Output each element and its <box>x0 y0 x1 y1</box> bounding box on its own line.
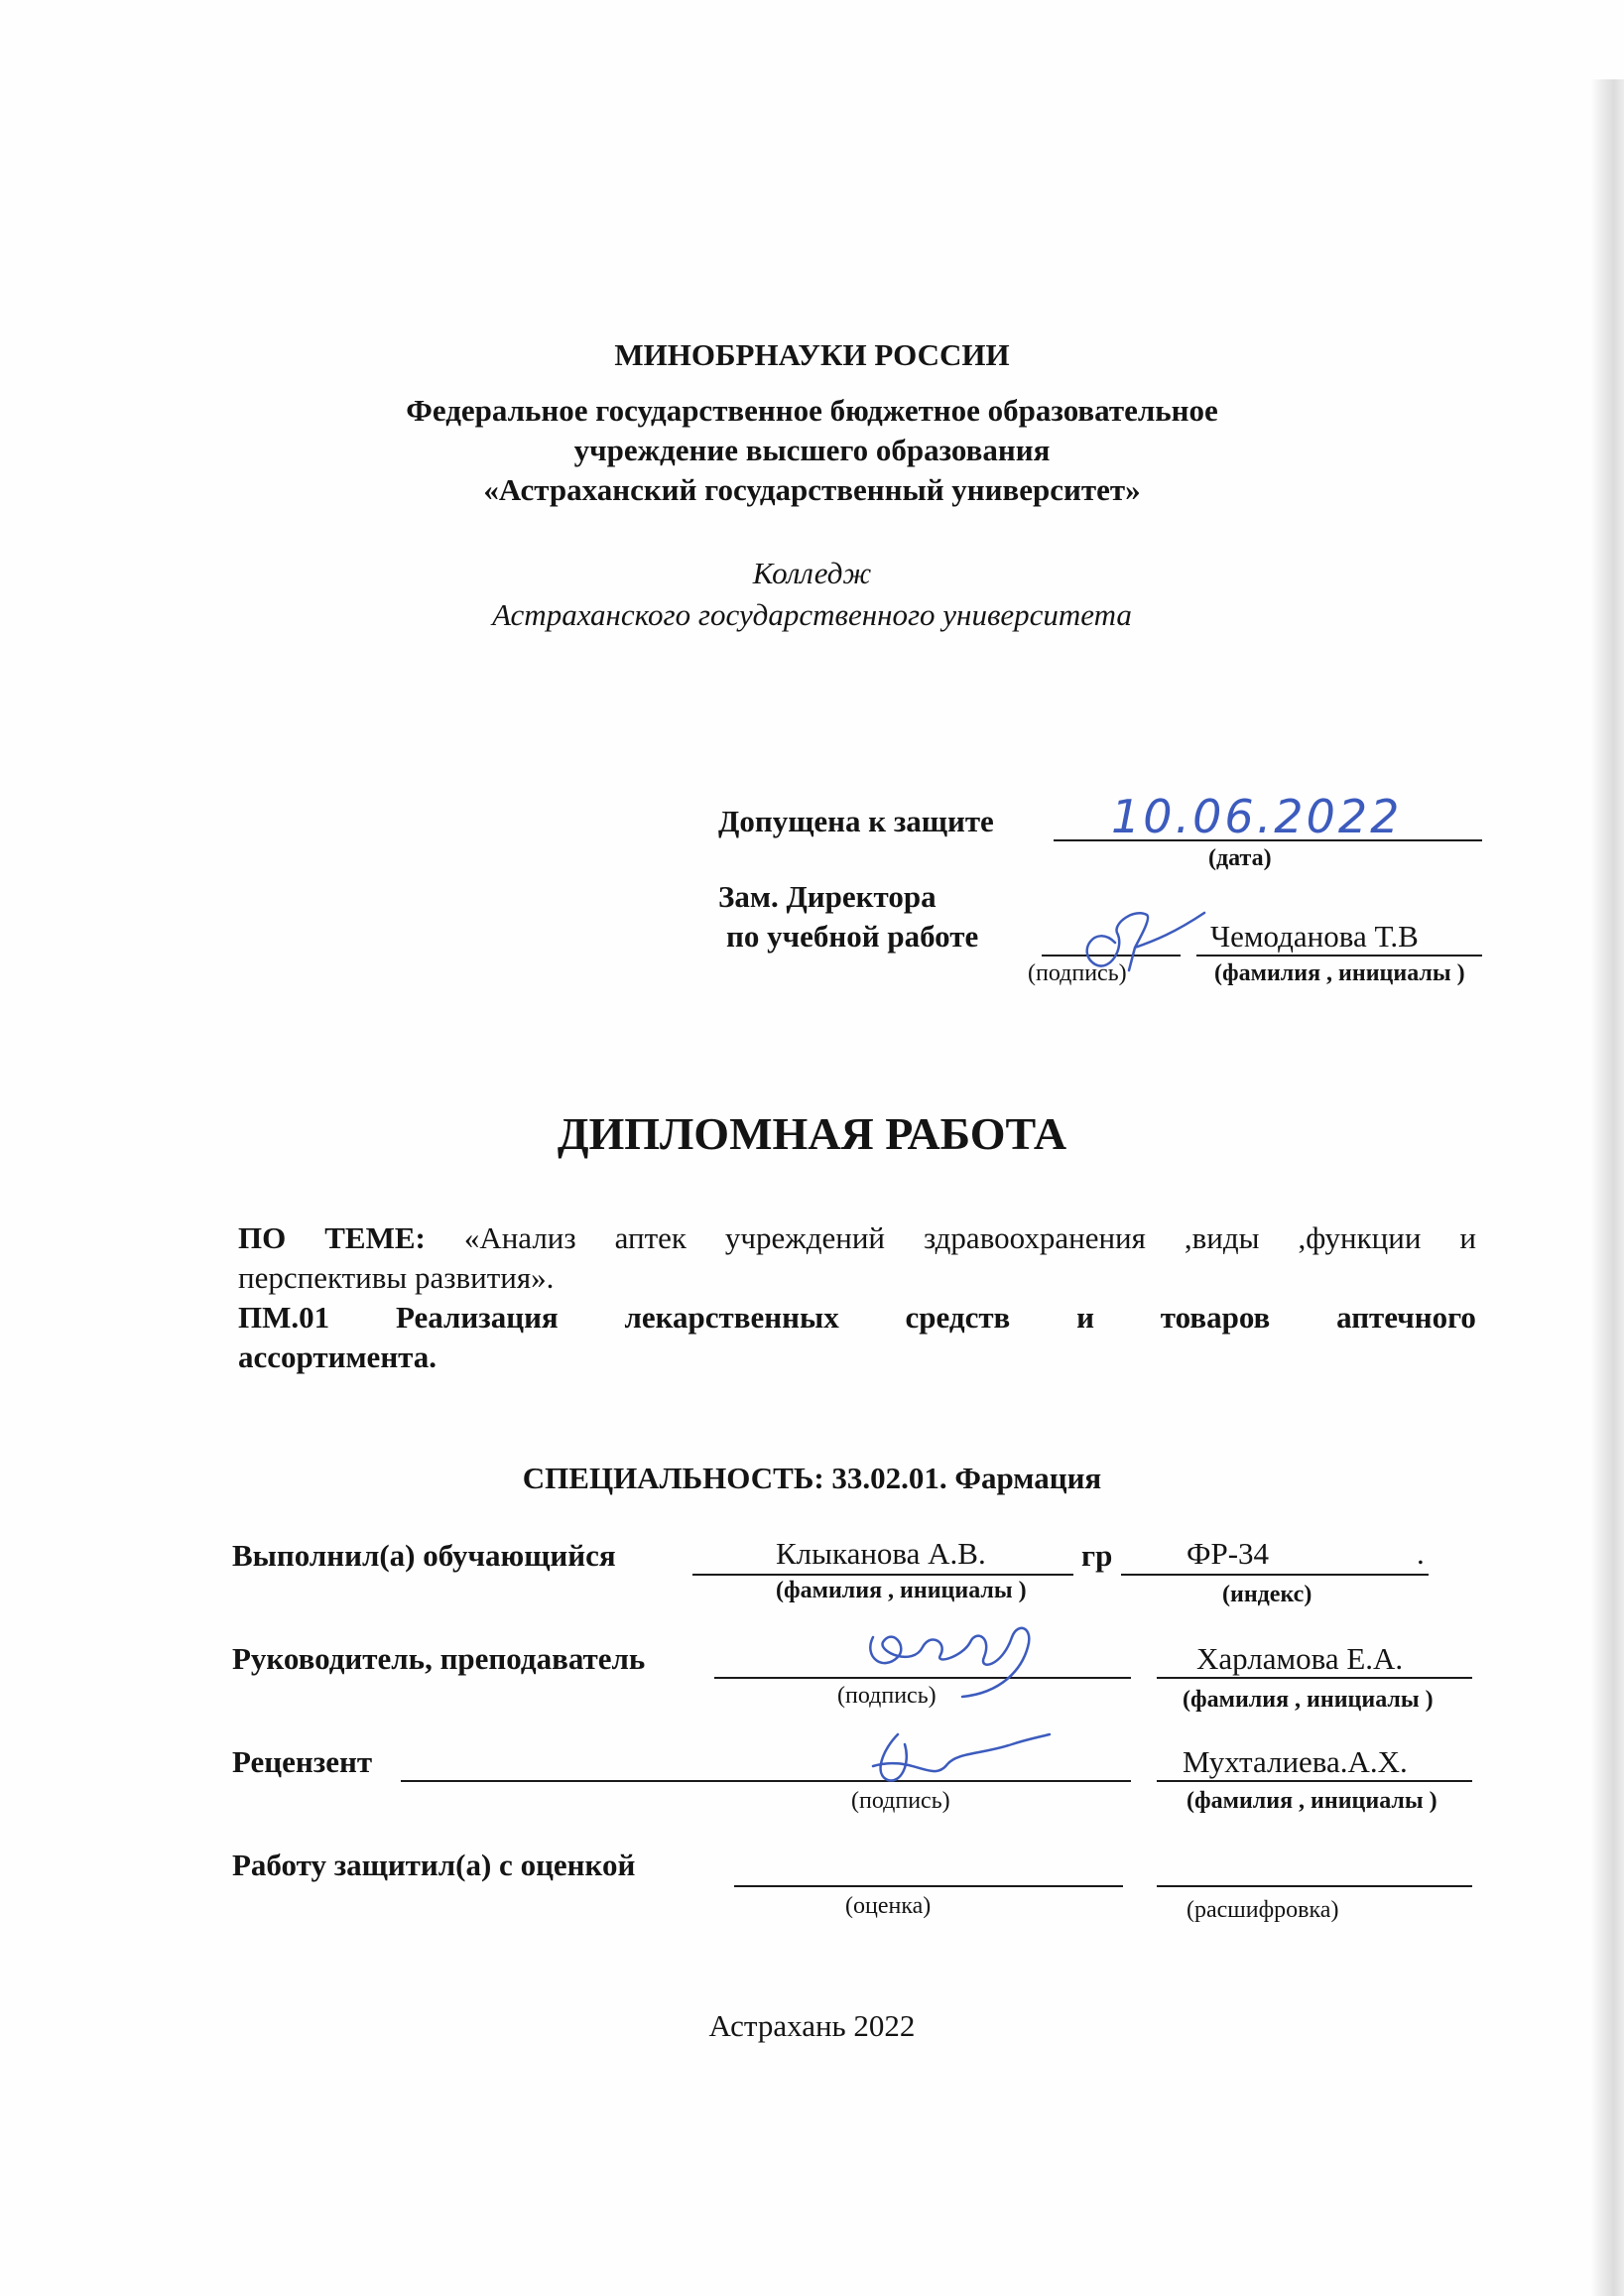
module-word: аптечного <box>1336 1300 1476 1335</box>
reviewer-signature-caption: (подпись) <box>851 1788 950 1814</box>
reviewer-name-caption: (фамилия , инициалы ) <box>1187 1788 1437 1814</box>
deputy-name-caption: (фамилия , инициалы ) <box>1214 960 1465 986</box>
module-word: Реализация <box>395 1300 559 1335</box>
topic-label: ПО ТЕМЕ: <box>238 1220 426 1255</box>
student-name: Клыканова А.В. <box>776 1536 986 1571</box>
specialty: СПЕЦИАЛЬНОСТЬ: 33.02.01. Фармация <box>522 1461 1102 1495</box>
module-code: ПМ.01 <box>238 1300 330 1335</box>
reviewer-label: Рецензент <box>232 1744 373 1779</box>
defense-label: Работу защитил(а) с оценкой <box>232 1848 636 1882</box>
supervisor-label: Руководитель, преподаватель <box>232 1641 646 1676</box>
topic-line-1 <box>238 1220 1476 1256</box>
college-line-1: Колледж <box>752 556 872 590</box>
admitted-label: Допущена к защите <box>718 804 994 838</box>
student-name-line <box>692 1574 1073 1576</box>
module-word: и <box>1076 1300 1094 1335</box>
deputy-title-line-2: по учебной работе <box>726 919 979 954</box>
group-caption: (индекс) <box>1222 1582 1312 1607</box>
group-label: гр <box>1081 1538 1113 1573</box>
decode-caption: (расшифровка) <box>1187 1897 1339 1923</box>
decode-line <box>1157 1885 1472 1887</box>
deputy-name-line <box>1196 955 1482 957</box>
date-caption: (дата) <box>1208 845 1272 871</box>
reviewer-name-line <box>1157 1780 1472 1782</box>
college-line-2: Астраханского государственного университета <box>492 597 1132 632</box>
group-trailing-dot: . <box>1417 1536 1425 1571</box>
student-label: Выполнил(а) обучающийся <box>232 1538 616 1573</box>
ministry-name: МИНОБРНАУКИ РОССИИ <box>614 337 1010 372</box>
student-name-caption: (фамилия , инициалы ) <box>776 1578 1027 1603</box>
org-line-2: учреждение высшего образования <box>573 433 1051 467</box>
topic-text-1: «Анализ аптек учреждений здравоохранения ,виды ,функции и <box>463 1220 1477 1255</box>
university-name: «Астраханский государственный университет» <box>483 472 1141 507</box>
module-word: средств <box>905 1300 1011 1335</box>
handwritten-date: 10.06.2022 <box>1111 790 1403 843</box>
module-word: товаров <box>1160 1300 1271 1335</box>
reviewer-name: Мухталиева.А.Х. <box>1183 1744 1408 1779</box>
module-line-2: ассортимента. <box>238 1339 437 1374</box>
group-value: ФР-34 <box>1187 1536 1270 1571</box>
city-year: Астрахань 2022 <box>708 2008 916 2043</box>
grade-line <box>734 1885 1123 1887</box>
org-line-1: Федеральное государственное бюджетное образовательное <box>406 393 1218 428</box>
deputy-name: Чемоданова Т.В <box>1210 919 1419 954</box>
module-line-1 <box>238 1300 1476 1336</box>
supervisor-signature-caption: (подпись) <box>837 1683 937 1709</box>
group-line <box>1121 1574 1429 1576</box>
deputy-signature-caption: (подпись) <box>1028 960 1127 986</box>
deputy-title-line-1: Зам. Директора <box>718 879 937 914</box>
topic-line-2: перспективы развития». <box>238 1260 555 1295</box>
supervisor-name: Харламова Е.А. <box>1196 1641 1404 1676</box>
grade-caption: (оценка) <box>845 1893 932 1919</box>
module-word: лекарственных <box>624 1300 839 1335</box>
supervisor-name-line <box>1157 1677 1472 1679</box>
supervisor-name-caption: (фамилия , инициалы ) <box>1183 1687 1434 1713</box>
document-title: ДИПЛОМНАЯ РАБОТА <box>557 1108 1067 1159</box>
